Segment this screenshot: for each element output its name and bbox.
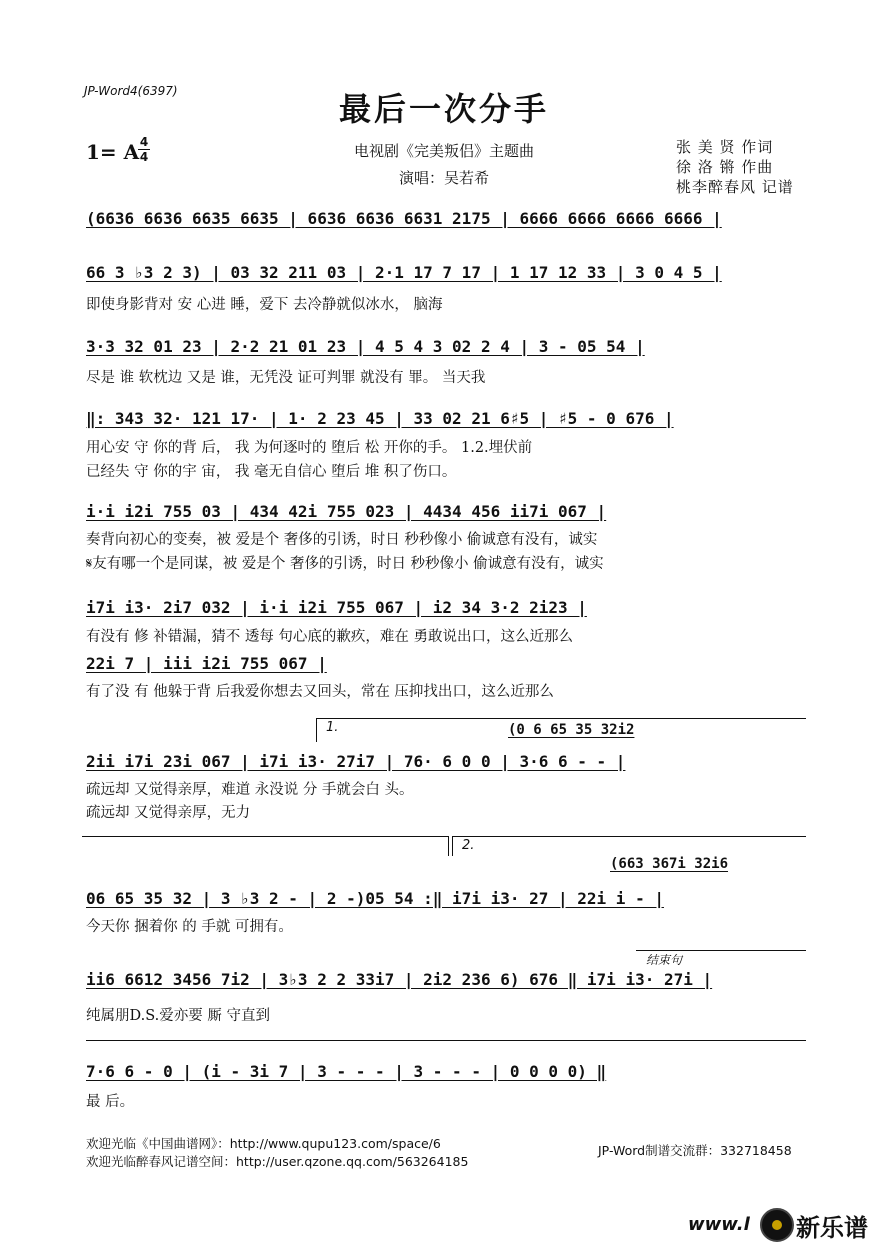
lyric-line-6: 有没有 修 补错漏，猜不 透每 句心底的歉疚，难在 勇敢说出口，这么近那么 [86, 629, 574, 645]
final-bracket [86, 1040, 806, 1041]
intro-upper-b: (663 367i 32i6 [610, 856, 729, 872]
lyric-line-8b: 疏远却 又觉得亲厚，无力 [86, 805, 251, 821]
lyric-line-8a: 疏远却 又觉得亲厚，难道 永没说 分 手就会白 头。 [86, 782, 414, 798]
version-tag: JP-Word4(6397) [84, 84, 178, 98]
lyric-line-7: 有了没 有 他躲于背 后我爱你想去又回头，常在 压抑找出口，这么近那么 [86, 684, 554, 700]
watermark-logo: 新乐谱 [796, 1214, 868, 1242]
lyric-line-5a: 奏背向初心的变奏，被 爱是个 奢侈的引诱，时日 秒秒像小 偷诚意有没有，诚实 [86, 532, 598, 548]
score-line-10: ii6 6612 3456 7i2 | 3♭3 2 2 33i7 | 2i2 236 6) 676 ‖ i7i i3· 27i | [86, 970, 713, 989]
score-line-11: 7·6 6 - 0 | (i - 3i 7 | 3 - - - | 3 - - - | 0 0 0 0) ‖ [86, 1062, 607, 1081]
record-icon [760, 1208, 794, 1242]
lyric-line-3: 尽是 谁 软枕边 又是 谁，无凭没 证可判罪 就没有 罪。 当天我 [86, 370, 486, 386]
footer-link-2[interactable]: 欢迎光临醉春风记谱空间：http://user.qzone.qq.com/563264185 [86, 1154, 469, 1169]
volta-1-label: 1. [326, 720, 339, 735]
volta-1-bracket [316, 718, 806, 719]
ending-label: 结束句 [646, 953, 683, 967]
score-line-2: 66 3 ♭3 2 3) | 03 32 211 03 | 2·1 17 7 17 | 1 17 12 33 | 3 0 4 5 | [86, 263, 722, 282]
score-line-1: (6636 6636 6635 6635 | 6636 6636 6631 2175 | 6666 6666 6666 6666 | [86, 209, 722, 228]
score-line-4: ‖: 343 32· 121 17· | 1· 2 23 45 | 33 02 21 6♯5 | ♯5 - 0 676 | [86, 409, 674, 428]
volta-1-end-line [82, 836, 448, 837]
volta-2-bracket [452, 836, 806, 837]
meter-top: 4 [139, 135, 149, 149]
score-line-6: i7i i3· 2i7 032 | i·i i2i 755 067 | i2 34 3·2 2i23 | [86, 598, 587, 617]
volta-1-edge [316, 718, 317, 742]
footer-link-1[interactable]: 欢迎光临《中国曲谱网》：http://www.qupu123.com/space/6 [86, 1136, 441, 1151]
subtitle: 电视剧《完美叛侣》主题曲 [353, 142, 534, 160]
composer-credit: 徐 洛 锵 作曲 [676, 158, 774, 176]
score-line-9: 06 65 35 32 | 3 ♭3 2 - | 2 -)05 54 :‖ i7i i3· 27 | 22i i - | [86, 889, 664, 908]
score-line-8: 2ii i7i 23i 067 | i7i i3· 27i7 | 76· 6 0 0 | 3·6 6 - - | [86, 752, 626, 771]
singer: 演唱：吴若希 [398, 169, 489, 187]
song-title: 最后一次分手 [338, 90, 549, 128]
lyric-line-2: 即使身影背对 安 心进 睡，爱下 去冷静就似冰水， 脑海 [86, 297, 443, 313]
score-line-3: 3·3 32 01 23 | 2·2 21 01 23 | 4 5 4 3 02 2 4 | 3 - 05 54 | [86, 337, 645, 356]
watermark-www: www.l [688, 1214, 750, 1235]
volta-1-end-edge [448, 836, 449, 856]
lyric-line-4b: 已经失 守 你的宇 宙， 我 毫无自信心 堕后 堆 积了伤口。 [86, 464, 457, 480]
footer-group: JP-Word制谱交流群：332718458 [598, 1143, 792, 1158]
score-line-7: 22i 7 | iii i2i 755 067 | [86, 654, 327, 673]
intro-upper-a: (0 6 65 35 32i2 [508, 722, 635, 738]
transcriber-credit: 桃李醉春风 记谱 [676, 178, 794, 196]
volta-2-edge [452, 836, 453, 856]
score-line-5: i·i i2i 755 03 | 434 42i 755 023 | 4434 456 ii7i 067 | [86, 502, 607, 521]
meter-bottom: 4 [139, 150, 149, 164]
lyric-line-9: 今天你 捆着你 的 手就 可拥有。 [86, 919, 293, 935]
lyric-line-11: 最 后。 [86, 1094, 135, 1110]
lyric-line-4a: 用心安 守 你的背 后， 我 为何逐吋的 堕后 松 开你的手。 1.2.埋伏前 [86, 440, 533, 456]
lyricist-credit: 张 美 贤 作词 [676, 138, 774, 156]
lyric-line-10: 纯属朋D.S.爱亦要 厮 守直到 [86, 1008, 270, 1024]
lyric-line-5b: 𝄋友有哪一个是同谋，被 爱是个 奢侈的引诱，时日 秒秒像小 偷诚意有没有，诚实 [86, 556, 604, 572]
key-signature: 1= A [86, 140, 140, 164]
volta-2-label: 2. [462, 838, 475, 853]
